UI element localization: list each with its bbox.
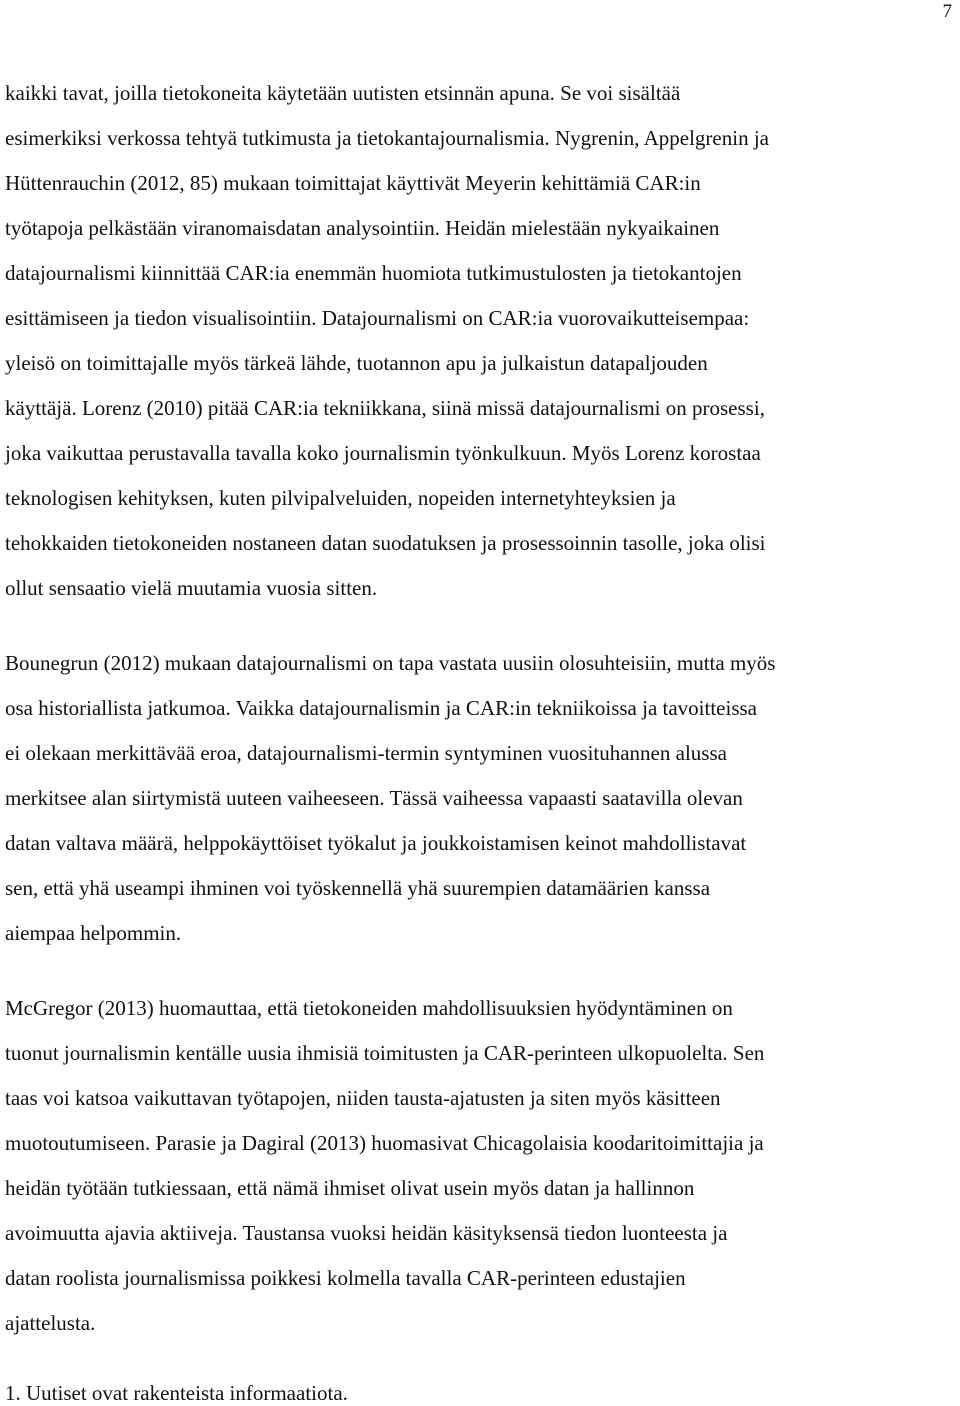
text-line: datan roolista journalismissa poikkesi kolmella tavalla CAR-perinteen edustajien [5, 1266, 686, 1290]
text-line: muotoutumiseen. Parasie ja Dagiral (2013) huomasivat Chicagolaisia koodaritoimittajia ja [5, 1131, 764, 1155]
text-line: McGregor (2013) huomauttaa, että tietokoneiden mahdollisuuksien hyödyntäminen on [5, 996, 733, 1020]
text-line: Bounegrun (2012) mukaan datajournalismi on tapa vastata uusiin olosuhteisiin, mutta myös [5, 651, 776, 675]
text-line: sen, että yhä useampi ihminen voi työskennellä yhä suurempien datamäärien kanssa [5, 876, 711, 900]
text-line: esittämiseen ja tiedon visualisointiin. Datajournalismi on CAR:ia vuorovaikutteisempaa: [5, 306, 750, 330]
text-line: taas voi katsoa vaikuttavan työtapojen, niiden tausta-ajatusten ja siten myös käsitteen [5, 1086, 721, 1110]
list-item: 1. Uutiset ovat rakenteista informaatiota. [5, 1381, 348, 1405]
text-line: osa historiallista jatkumoa. Vaikka datajournalismin ja CAR:in tekniikoissa ja tavoitteissa [5, 696, 757, 720]
text-line: yleisö on toimittajalle myös tärkeä lähde, tuotannon apu ja julkaistun datapaljouden [5, 351, 708, 375]
text-line: Hüttenrauchin (2012, 85) mukaan toimittajat käyttivät Meyerin kehittämiä CAR:in [5, 171, 701, 195]
text-line: aiempaa helpommin. [5, 921, 182, 945]
text-line: työtapoja pelkästään viranomaisdatan analysointiin. Heidän mielestään nykyaikainen [5, 216, 720, 240]
text-line: esimerkiksi verkossa tehtyä tutkimusta ja tietokantajournalismia. Nygrenin, Appelgrenin ja [5, 126, 769, 150]
text-line: ollut sensaatio vielä muutamia vuosia sitten. [5, 576, 378, 600]
text-line: avoimuutta ajavia aktiiveja. Taustansa vuoksi heidän käsityksensä tiedon luonteesta ja [5, 1221, 728, 1245]
text-line: datan valtava määrä, helppokäyttöiset työkalut ja joukkoistamisen keinot mahdollistavat [5, 831, 747, 855]
text-line: datajournalismi kiinnittää CAR:ia enemmän huomiota tutkimustulosten ja tietokantojen [5, 261, 742, 285]
text-line: merkitsee alan siirtymistä uuteen vaiheeseen. Tässä vaiheessa vapaasti saatavilla olevan [5, 786, 743, 810]
text-line: teknologisen kehityksen, kuten pilvipalveluiden, nopeiden internetyhteyksien ja [5, 486, 676, 510]
text-line: kaikki tavat, joilla tietokoneita käytetään uutisten etsinnän apuna. Se voi sisältää [5, 81, 681, 105]
text-line: heidän työtään tutkiessaan, että nämä ihmiset olivat usein myös datan ja hallinnon [5, 1176, 695, 1200]
text-line: joka vaikuttaa perustavalla tavalla koko journalismin työnkulkuun. Myös Lorenz korostaa [5, 441, 761, 465]
page-number: 7 [942, 1, 952, 22]
text-line: tehokkaiden tietokoneiden nostaneen datan suodatuksen ja prosessoinnin tasolle, joka olisi [5, 531, 766, 555]
text-line: ei olekaan merkittävää eroa, datajournalismi-termin syntyminen vuosituhannen alussa [5, 741, 727, 765]
text-line: käyttäjä. Lorenz (2010) pitää CAR:ia tekniikkana, siinä missä datajournalismi on prosessi, [5, 396, 765, 420]
text-line: tuonut journalismin kentälle uusia ihmisiä toimitusten ja CAR-perinteen ulkopuolelta. Sen [5, 1041, 765, 1065]
text-line: ajattelusta. [5, 1311, 96, 1335]
